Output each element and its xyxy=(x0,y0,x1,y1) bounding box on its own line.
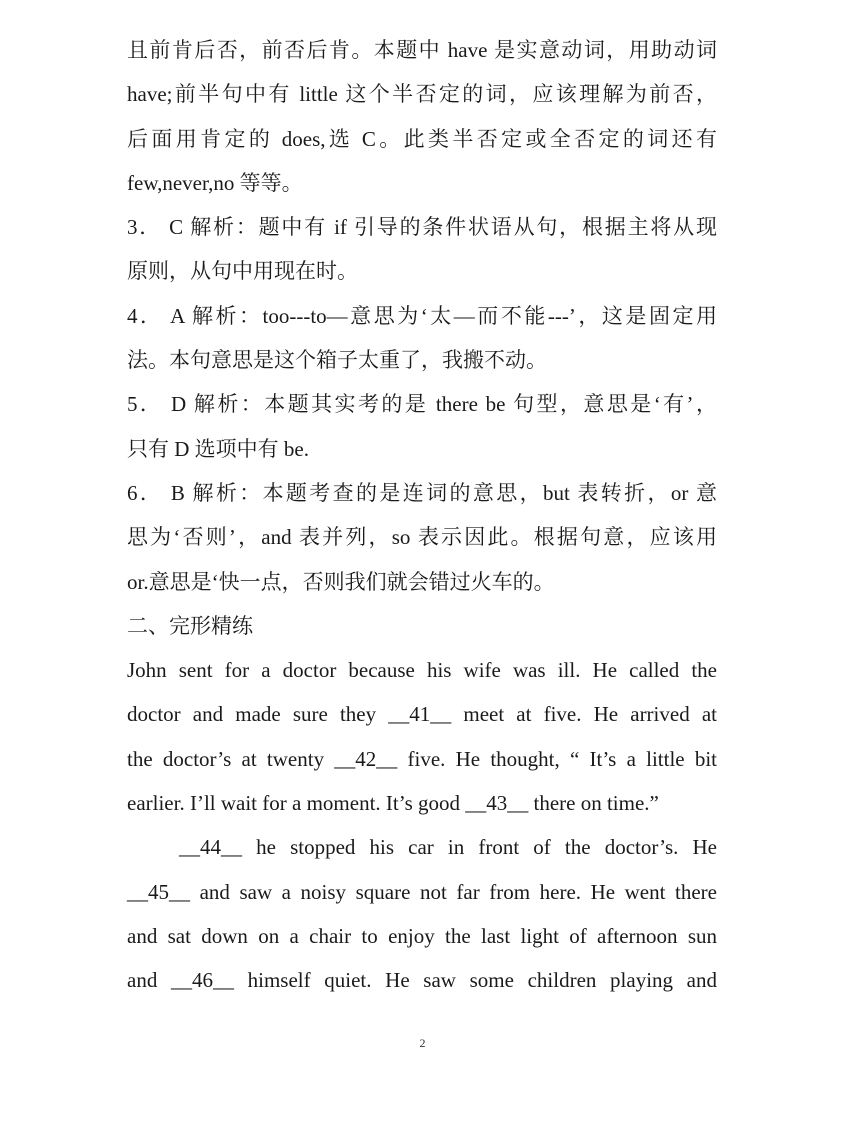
text-line: 法。本句意思是这个箱子太重了，我搬不动。 xyxy=(127,348,547,373)
text-line: have;前半句中有 little 这个半否定的词，应该理解为前否， xyxy=(127,82,717,107)
passage-line: the doctor’s at twenty __42__ five. He thought, “ It’s a little bit xyxy=(127,746,717,771)
text-line: 后面用肯定的 does,选 C。此类半否定或全否定的词还有 xyxy=(127,126,717,151)
passage-line: __45__ and saw a noisy square not far from here. He went there xyxy=(127,879,717,904)
document-body xyxy=(127,28,717,1003)
passage-line: __44__ he stopped his car in front of the doctor’s. He xyxy=(179,835,717,860)
section-heading: 二、完形精练 xyxy=(127,613,253,638)
passage-line: John sent for a doctor because his wife was ill. He called the xyxy=(127,658,717,683)
answer-6-line: 6． B 解析：本题考查的是连词的意思，but 表转折，or 意 xyxy=(127,480,717,505)
text-line: 只有 D 选项中有 be. xyxy=(127,436,309,461)
page-number: 2 xyxy=(419,1036,426,1050)
answer-4-line: 4． A 解析：too---to—意思为‘太—而不能---’，这是固定用 xyxy=(127,303,717,328)
passage-line: earlier. I’ll wait for a moment. It’s good __43__ there on time.” xyxy=(127,791,659,816)
text-line: 原则，从句中用现在时。 xyxy=(127,259,358,284)
text-line: few,never,no 等等。 xyxy=(127,170,303,195)
answer-5-line: 5． D 解析：本题其实考的是 there be 句型，意思是‘有’， xyxy=(127,392,717,417)
text-line: 且前肯后否，前否后肯。本题中 have 是实意动词，用助动词 xyxy=(127,38,717,62)
passage-line: doctor and made sure they __41__ meet at five. He arrived at xyxy=(127,702,717,727)
answer-3-line: 3． C 解析：题中有 if 引导的条件状语从句，根据主将从现 xyxy=(127,215,717,240)
passage-line: and sat down on a chair to enjoy the last light of afternoon sun xyxy=(127,923,717,948)
text-line: 思为‘否则’，and 表并列，so 表示因此。根据句意，应该用 xyxy=(127,525,717,550)
text-line: or.意思是‘快一点，否则我们就会错过火车的。 xyxy=(127,569,555,594)
passage-line: and __46__ himself quiet. He saw some children playing and xyxy=(127,968,717,993)
